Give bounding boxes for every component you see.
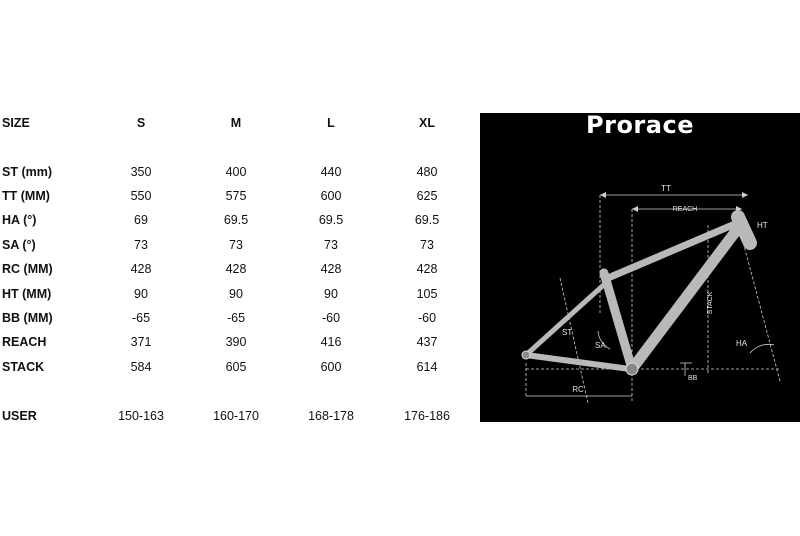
stack-label: STACK xyxy=(707,291,714,315)
row-label-sa: SA (°) xyxy=(2,238,36,252)
value-cell: 69 xyxy=(134,213,148,227)
row-label-reach: REACH xyxy=(2,335,47,349)
value-cell: 625 xyxy=(416,189,438,203)
row-label-tt: TT (MM) xyxy=(2,189,50,203)
ha-label: HA xyxy=(736,339,748,348)
brand-logo: Prorace xyxy=(586,113,694,139)
value-cell: 73 xyxy=(229,238,243,252)
value-cell: 90 xyxy=(324,287,338,301)
header-l: L xyxy=(327,116,335,130)
header-m: M xyxy=(230,116,242,130)
value-cell: -60 xyxy=(321,311,341,325)
row-label-ha: HA (°) xyxy=(2,213,37,227)
value-cell: 550 xyxy=(130,189,152,203)
value-cell: 90 xyxy=(229,287,243,301)
row-label-user: USER xyxy=(2,409,37,423)
value-cell: 428 xyxy=(225,262,247,276)
value-cell: 176-186 xyxy=(404,409,450,423)
value-cell: 371 xyxy=(130,335,152,349)
value-cell: -65 xyxy=(131,311,151,325)
arrow-head xyxy=(742,192,748,198)
value-cell: 168-178 xyxy=(308,409,354,423)
head-tube xyxy=(738,217,750,243)
value-cell: 437 xyxy=(416,335,438,349)
rc-label: RC xyxy=(572,385,584,394)
row-label-ht: HT (MM) xyxy=(2,287,52,301)
arrow-head xyxy=(632,206,638,212)
value-cell: -60 xyxy=(417,311,437,325)
value-cell: 440 xyxy=(320,165,342,179)
value-cell: 428 xyxy=(130,262,152,276)
seat-tube xyxy=(604,273,632,369)
header-size: SIZE xyxy=(2,116,30,130)
value-cell: 416 xyxy=(320,335,342,349)
value-cell: 605 xyxy=(225,360,247,374)
value-cell: 69.5 xyxy=(414,213,440,227)
value-cell: 390 xyxy=(225,335,247,349)
row-label-rc: RC (MM) xyxy=(2,262,53,276)
value-cell: 69.5 xyxy=(318,213,344,227)
row-label-st: ST (mm) xyxy=(2,165,52,179)
st-label: ST xyxy=(562,328,573,337)
bb-label: BB xyxy=(688,375,698,382)
bottom-bracket xyxy=(626,363,638,375)
value-cell: -65 xyxy=(226,311,246,325)
tt-label: TT xyxy=(661,184,671,193)
value-cell: 600 xyxy=(320,360,342,374)
value-cell: 73 xyxy=(134,238,148,252)
value-cell: 69.5 xyxy=(223,213,249,227)
value-cell: 350 xyxy=(130,165,152,179)
reach-label: REACH xyxy=(672,206,698,213)
arrow-head xyxy=(600,192,606,198)
value-cell: 614 xyxy=(416,360,438,374)
row-label-bb: BB (MM) xyxy=(2,311,53,325)
rear-axle xyxy=(522,351,530,359)
value-cell: 584 xyxy=(130,360,152,374)
value-cell: 428 xyxy=(416,262,438,276)
value-cell: 400 xyxy=(225,165,247,179)
value-cell: 73 xyxy=(420,238,434,252)
value-cell: 575 xyxy=(225,189,247,203)
value-cell: 90 xyxy=(134,287,148,301)
sa-label: SA xyxy=(595,341,606,350)
value-cell: 480 xyxy=(416,165,438,179)
header-xl: XL xyxy=(419,116,435,130)
value-cell: 73 xyxy=(324,238,338,252)
value-cell: 600 xyxy=(320,189,342,203)
frame-geometry-diagram xyxy=(480,113,800,422)
header-s: S xyxy=(136,116,146,130)
value-cell: 428 xyxy=(320,262,342,276)
head-axis-line xyxy=(742,238,780,381)
value-cell: 150-163 xyxy=(118,409,164,423)
value-cell: 105 xyxy=(416,287,438,301)
value-cell: 160-170 xyxy=(213,409,259,423)
row-label-stack: STACK xyxy=(2,360,45,374)
ht-label: HT xyxy=(757,221,768,230)
frame-drawing xyxy=(480,113,800,422)
